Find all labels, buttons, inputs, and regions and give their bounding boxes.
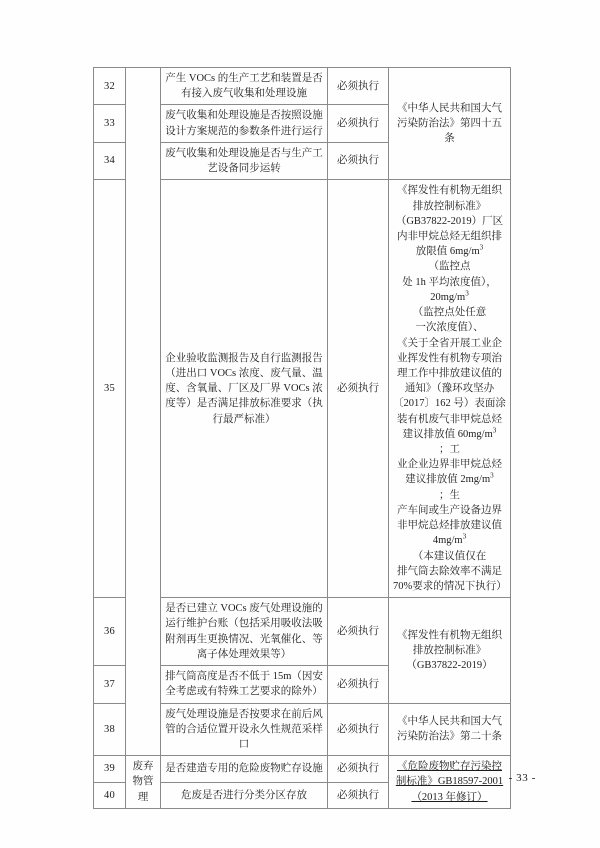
- superscript-cubic: 3: [465, 289, 469, 298]
- basis-line: 排气筒去除效率不满足: [397, 565, 502, 577]
- superscript-cubic: 3: [479, 243, 484, 252]
- basis-line: （监控点处任意: [412, 307, 487, 319]
- row-number: 37: [94, 666, 126, 703]
- requirement-cell: 必须执行: [328, 598, 389, 666]
- basis-line: （GB37822-2019）厂区: [395, 215, 504, 227]
- check-item: 废气处理设施是否按要求在前后风管的合适位置开设永久性规范采样口: [161, 703, 328, 756]
- basis-line: ；生: [439, 489, 460, 501]
- basis-line: 产车间或生产设备边界: [397, 504, 502, 516]
- basis-line: 建议排放值 2mg/m: [405, 474, 491, 486]
- basis-line: 70%要求的情况下执行）: [393, 581, 507, 592]
- table-row: [94, 68, 511, 105]
- page-number: - 33 -: [508, 772, 536, 784]
- basis-line: 通知》（豫环攻坚办: [404, 383, 495, 395]
- requirement-cell: 必须执行: [328, 666, 389, 703]
- basis-line: （GB37822-2019）: [406, 659, 493, 671]
- basis-line: 内非甲烷总烃无组织排: [397, 230, 502, 242]
- basis-line: 《关于全省开展工业企: [397, 337, 502, 349]
- basis-line: 4mg/m: [432, 535, 463, 547]
- basis-line: 业挥发性有机物专项治: [397, 352, 502, 364]
- check-item: 是否建造专用的危险废物贮存设施: [161, 756, 328, 782]
- row-number: 38: [94, 703, 126, 756]
- check-item: 产生 VOCs 的生产工艺和装置是否有接入废气收集和处理设施: [161, 68, 328, 105]
- check-item: 危废是否进行分类分区存放: [161, 782, 328, 808]
- basis-line: 理工作中排放建议值的: [397, 367, 502, 379]
- basis-line: 一次浓度值）、: [415, 322, 484, 334]
- superscript-cubic: 3: [462, 532, 467, 541]
- basis-line: 《危险废物贮存污染控: [397, 761, 502, 773]
- basis-line: 放限值 6mg/m: [415, 246, 480, 258]
- basis-line: 《挥发性有机物无组织: [397, 185, 502, 197]
- row-number: 32: [94, 68, 126, 105]
- check-item: 废气收集和处理设施是否按照设施设计方案规范的参数条件进行运行: [161, 105, 328, 142]
- superscript-cubic: 3: [490, 471, 494, 480]
- basis-line: 制标准》GB18597-2001: [395, 776, 504, 788]
- basis-cell-detailed: [389, 180, 511, 598]
- basis-line: 业企业边界非甲烷总烃: [397, 459, 502, 471]
- category-cell: 废弃物管理: [126, 756, 161, 809]
- basis-line: 处 1h 平均浓度值），: [402, 276, 497, 288]
- basis-line: 非甲烷总烃排放建议值: [397, 520, 502, 532]
- basis-cell: 《中华人民共和国大气污染防治法》第四十五条: [389, 68, 511, 180]
- basis-line: 排放控制标准》: [412, 200, 487, 212]
- requirement-cell: 必须执行: [328, 105, 389, 142]
- check-item: 企业验收监测报告及自行监测报告（进出口 VOCs 浓度、废气量、温度、含氧量、厂区及厂界 VOCs 浓度等）是否满足排放标准要求（执行最严标准）: [161, 180, 328, 598]
- requirement-cell: 必须执行: [328, 68, 389, 105]
- check-item: 是否已建立 VOCs 废气处理设施的运行维护台账（包括采用吸收法吸附剂再生更换情况、光氧催化、等离子体处理效果等）: [161, 598, 328, 666]
- requirement-cell: 必须执行: [328, 180, 389, 598]
- row-number: 33: [94, 105, 126, 142]
- basis-cell: [389, 598, 511, 703]
- basis-line: 装有机废气非甲烷总烃: [397, 413, 502, 425]
- row-number: 36: [94, 598, 126, 666]
- basis-line: （监控点: [428, 261, 471, 273]
- table-row: [94, 756, 511, 782]
- row-number: 34: [94, 142, 126, 179]
- basis-cell: 《中华人民共和国大气污染防治法》第二十条: [389, 703, 511, 756]
- basis-line: 20mg/m: [430, 291, 466, 303]
- requirement-cell: 必须执行: [328, 703, 389, 756]
- row-number: 39: [94, 756, 126, 782]
- check-item: 废气收集和处理设施是否与生产工艺设备同步运转: [161, 142, 328, 179]
- basis-line: （2013 年修订）: [411, 791, 488, 803]
- inspection-checklist-table: [93, 67, 511, 809]
- superscript-cubic: 3: [492, 426, 497, 435]
- basis-line: ；工: [439, 444, 460, 456]
- basis-line: （本建议值仅在: [412, 550, 487, 562]
- basis-cell: [389, 756, 511, 809]
- requirement-cell: 必须执行: [328, 782, 389, 808]
- basis-line: 建议排放值 60mg/m: [402, 428, 493, 440]
- category-cell-empty: [126, 68, 161, 756]
- basis-line: 〔2017〕162 号）表面涂: [393, 398, 506, 410]
- row-number: 40: [94, 782, 126, 808]
- requirement-cell: 必须执行: [328, 756, 389, 782]
- basis-line: 《挥发性有机物无组织: [397, 629, 502, 641]
- requirement-cell: 必须执行: [328, 142, 389, 179]
- basis-line: 排放控制标准》: [412, 644, 487, 656]
- check-item: 排气筒高度是否不低于 15m（因安全考虑或有特殊工艺要求的除外）: [161, 666, 328, 703]
- row-number: 35: [94, 180, 126, 598]
